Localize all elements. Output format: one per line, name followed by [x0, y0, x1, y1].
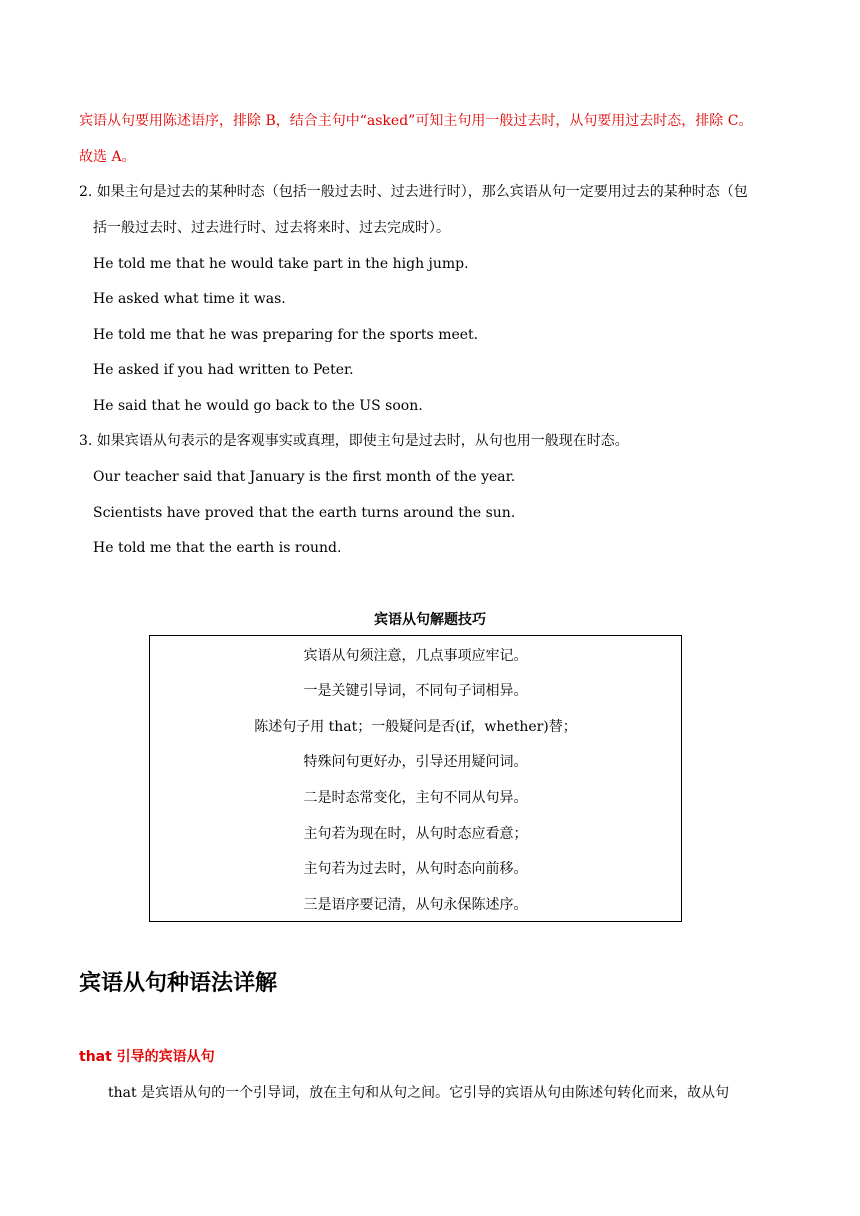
example-sentence: He said that he would go back to the US soon. [93, 398, 423, 414]
section-heading: 宾语从句种语法详解 [79, 971, 278, 996]
example-sentence: He asked what time it was. [93, 291, 286, 307]
tips-box [149, 635, 682, 922]
example-sentence: He told me that the earth is round. [93, 540, 342, 556]
intro-line-1: 宾语从句要用陈述语序，排除 B，结合主句中“asked”可知主句用一般过去时，从句要用过去时态，排除 C。 [79, 113, 753, 129]
tips-line: 特殊问句更好办，引导还用疑问词。 [303, 754, 528, 770]
tips-line: 一是关键引导词，不同句子词相异。 [303, 683, 528, 699]
tips-line: 宾语从句须注意，几点事项应牢记。 [303, 648, 528, 664]
example-sentence: Our teacher said that January is the first month of the year. [93, 469, 516, 485]
example-sentence: He told me that he would take part in the high jump. [93, 256, 469, 272]
tips-line: 陈述句子用 that；一般疑问是否(if，whether)替； [254, 719, 577, 735]
example-sentence: He told me that he was preparing for the sports meet. [93, 327, 479, 343]
tips-line: 主句若为现在时，从句时态应看意； [303, 826, 528, 842]
example-sentence: Scientists have proved that the earth turns around the sun. [93, 505, 516, 521]
tips-line: 三是语序要记清，从句永保陈述序。 [303, 897, 528, 913]
example-sentence: He asked if you had written to Peter. [93, 362, 354, 378]
rule-2-text-continued: 括一般过去时、过去进行时、过去将来时、过去完成时）。 [93, 220, 450, 236]
intro-line-2: 故选 A。 [79, 149, 136, 165]
subsection-heading: that 引导的宾语从句 [79, 1049, 215, 1065]
tips-box-title: 宾语从句解题技巧 [374, 612, 486, 628]
tips-line: 主句若为过去时，从句时态向前移。 [303, 861, 528, 877]
section-paragraph: that 是宾语从句的一个引导词，放在主句和从句之间。它引导的宾语从句由陈述句转化而来，故从句 [108, 1085, 730, 1101]
rule-3-text: 3. 如果宾语从句表示的是客观事实或真理，即使主句是过去时，从句也用一般现在时态。 [79, 433, 629, 449]
tips-line: 二是时态常变化，主句不同从句异。 [303, 790, 528, 806]
rule-2-text: 2. 如果主句是过去的某种时态（包括一般过去时、过去进行时），那么宾语从句一定要用过去的某种时态（包 [79, 184, 748, 200]
